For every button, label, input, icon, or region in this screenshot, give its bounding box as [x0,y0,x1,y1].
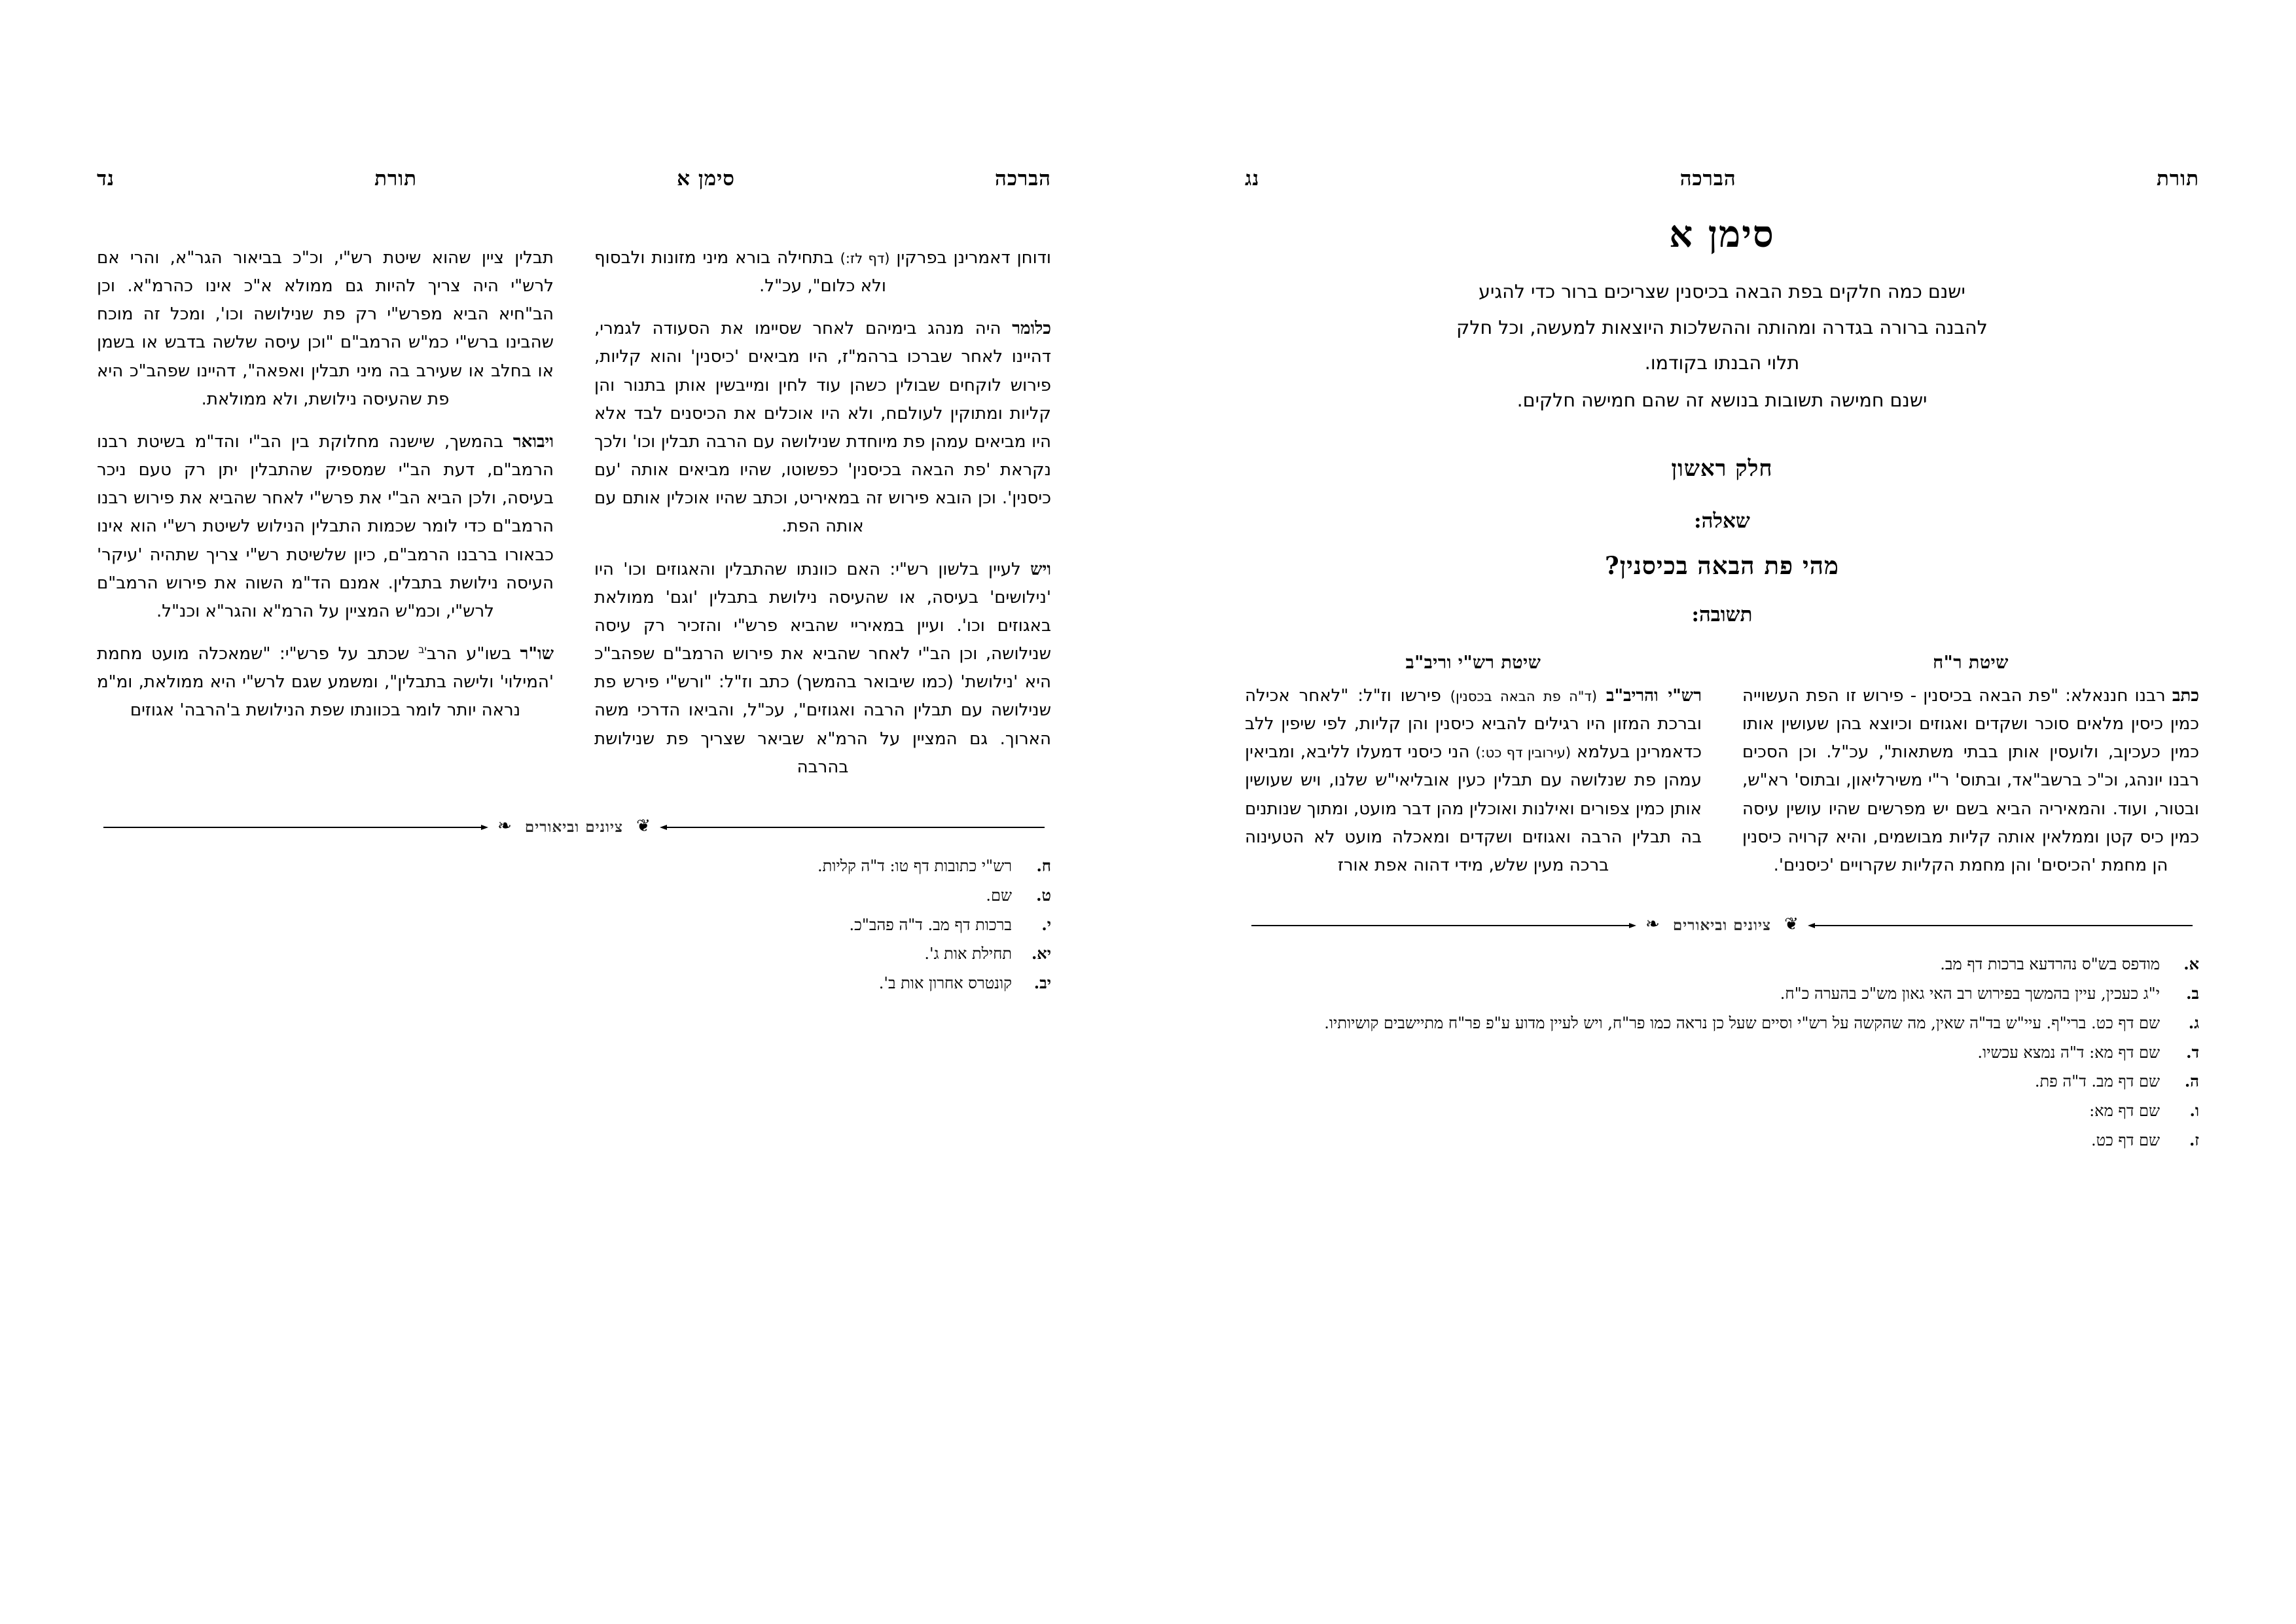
paragraph-klomar [594,315,1051,541]
page-right-content [1245,167,2199,1401]
footnote-item [97,854,1051,879]
paragraph-body: רבנו חננאלא: "פת הבאה בכיסנין - פירוש זו הפת העשוייה כמין כיסין מלאים סוכר ושקדים ואגוזים וכיוצא בהן שעושין אותו כמין כעכיןב, ולועסין אותן בבתי משתאות", עכ"ל. וכן הסכים רבנו יונהג, וכ"כ ברשב"אד, ובתוס' ר"י משירליאון, ובתוס' רא"ש, ובטור, ועוד. והמאיריה הביא בשם יש מפרשים שהיו עושין עיסה כמין כיס קטן וממלאין אותה קליות מבושמים, והיא קרויה כיסנין הן מחמת 'הכיסים' והן מחמת הקליות שקרויים 'כיסנים'. [1742,685,2199,875]
paragraph-shitat-rashi-riva [1245,682,1702,880]
paragraph-body: בהמשך, שישנה מחלוקת בין הב"י והד"מ בשיטת רבנו הרמב"ם, דעת הב"י שמספיק שהתבלין יתן רק טעם ניכר בעיסה, ולכן הביא הב"י את פרש"י לאחר שהביא את פירוש רבנו הרמב"ם כדי לומר שכמות התבלין הנילוש לשיטת רש"י הוא אינו כבאורו ברבנו הרמב"ם, כיון שלשיטת רש"י צריך שתהיה 'עיקר' העיסה נילושת בתבלין. אמנם הד"מ השוה את פירוש הרמב"ם לרש"י, וכמ"ש המציין על הרמ"א והגר"א וכנ"ל. [97,431,554,621]
footnote-marker: יב. [1033,973,1051,993]
paragraph-body: לעיין בלשון רש"י: האם כוונתו שהתבלין והאגוזים וכו' היו 'נילושים' בעיסה, או שהעיסה נילושת בתבלין 'וגם' ממולאת באגוזים וכו'. ועיין במאיריי שהביא פרש"י והזכיר רק עיסה שנילושה, וכן הב"י לאחר שהביא את פירוש הרמב"ם שפהב"כ היא 'נילושת' (כמו שיבואר בהמשך) כתב וז"ל: "ורש"י פירש פת שנילושה עם תבלין הרבה ואגוזים", עכ"ל, והביאו הדרכי משה הארוך. גם המציין על הרמ"א שביאר שצריך פת שנילושת בהרבה [594,559,1051,777]
footnote-marker: יא. [1031,944,1051,964]
body-columns-left-page [97,244,1051,796]
paragraph-body: בשו"ע הרב [426,644,520,664]
paragraph-lead-word: שו"ר [520,644,554,664]
footnote-text: שם דף מא: ד"ה נמצא עכשיו. [1977,1043,2160,1062]
talmud-reference: (ד"ה פת הבאה בכסנין) [1450,688,1598,704]
footnote-marker: י. [1041,914,1051,934]
intro-line-1: ישנם כמה חלקים בפת הבאה בכיסנין שצריכים ברור כדי להגיע [1479,281,1965,302]
page-left-content [97,167,1051,1401]
body-columns-right-page [1245,653,2199,894]
footnote-text: מודפס בש"ס נהרדעא ברכות דף מב. [1940,954,2160,973]
talmud-reference: (דף לז:) [840,251,890,266]
footnote-item [1245,1098,2199,1124]
footnote-text: רש"י כתובות דף טו: ד"ה קליות. [817,856,1012,875]
intro-line-4: ישנם חמישה תשובות בנושא זה שהם חמישה חלקים. [1516,389,1928,412]
paragraph-continuation [594,244,1051,300]
page-right [1148,0,2296,1624]
footnote-item [97,883,1051,909]
paragraph-lead-word: ויבואר [512,431,554,452]
footnote-separator-right-page [1245,911,2199,940]
footnote-item [1245,1040,2199,1066]
footnote-reference-mark: יב [418,643,427,656]
paragraph-lead-word: כלומר [1012,319,1051,339]
paragraph-shitat-rach [1742,682,2199,880]
running-head-folio: נג [1245,167,1260,190]
separator-rule-left [660,824,1051,831]
footnote-marker: ו. [2189,1101,2199,1121]
column-heading-shitat-rashi-riva: שיטת רש"י וריב"ב [1405,652,1541,673]
paragraph-body: היה מנהג בימיהם לאחר שסיימו את הסעודה לגמרי, דהיינו לאחר שברכו ברהמ"ז, היו מביאים 'כיסנין' והוא קליות, פירוש לוקחים שבולין כשהן עוד לחין ומייבשין אותן בתנור והן קליות ומתוקין לעולםח, ולא היו אוכלים את הכיסנים לבד אלא היו מביאים עמהן פת מיוחדת שנילושה עם הרבה תבלין וכו' ולכך נקראת 'פת הבאה בכיסנין' כפשוטו, שהיו מביאים אותה 'עם כיסנין'. וכן הובא פירוש זה במאיריט, וכתב שהיו אוכלין אותם עם אותה הפת. [594,319,1051,537]
talmud-reference-2: (עירובין דף כט:) [1475,745,1571,761]
question-text: מהי פת הבאה בכיסנין? [1605,550,1839,580]
column-heading-shitat-rach: שיטת ר"ח [1933,652,2009,673]
paragraph-body: תבלין ציין שהוא שיטת רש"י, וכ"כ בביאור הגר"א, והרי אם לרש"י היה צריך להיות גם ממולא א"כ אינו כהרמ"א. וכן הב"חיא הביא מפרש"י רק פת שנילושה וכו', ומכל זה מוכח שהבינו ברש"י כמ"ש הרמב"ם "וכן עיסה שלשה בדבש או בשמן או בחלב או שעירב בה מיני תבלין ואפאה", דהיינו שפהב"כ היא פת שהעיסה נילושת, ולא ממולאת. [97,248,554,409]
footnote-separator-left-page [97,813,1051,842]
column-left [97,244,554,796]
running-head-section: הברכה [1679,167,1736,190]
running-head-folio: נד [97,167,115,190]
separator-rule-right [1245,922,1636,929]
paragraph-lead-word: ויש [1030,559,1051,579]
running-head-book-title: תורת [2157,167,2199,190]
footnote-marker: ז. [2189,1130,2199,1150]
footnote-item [97,941,1051,967]
running-head-book-title: הברכה [995,167,1051,190]
footnote-text: י"ג כעכין, עיין בהמשך בפירוש רב האי גאון מש"כ בהערה כ"ח. [1780,984,2160,1003]
footnote-text: שם. [986,886,1012,905]
footnote-item [97,912,1051,938]
intro-line-2: להבנה ברורה בגדרה ומהותה וההשלכות היוצאות למעשה, וכל חלק [1456,316,1988,338]
footnote-item [1245,981,2199,1007]
footnote-item [1245,1011,2199,1036]
footnote-text: שם דף כט. ברי"ף. עיי"ש בד"ה שאין, מה שהקשה על רש"י וסיים שעל כן נראה כמו פר"ח, ויש לעיין מדוע ע"פ פר"ח מתיישבים קושיותיו. [1324,1013,2160,1032]
flourish-ornament-icon: ❦ [636,816,651,836]
paragraph-body-2: הני כיסני דמעלו לליבא, ומביאין עמהן פת שנלושה עם תבלין כעין אובליאי"ש שלנו, ויש שעושין אותן כמין צפורים ואילנות ואוכלין מהן דבר מועט, ומתוך שנותנים בה תבלין הרבה ואגוזים ושקדים ומאכלה מועט לא הטעינוה ברכה מעין שלש, מידי דהוה אפת אורז [1245,742,1702,875]
paragraph-lead-word: כתב [2172,685,2199,706]
running-head-right [1245,167,2199,213]
paragraph-body-2: בתחילה בורא מיני מזונות ולבסוף ולא כלום", עכ"ל. [594,248,886,297]
paragraph-viyevoar [97,428,554,626]
footnote-section-label: ציונים וביאורים [524,818,624,837]
siman-title: סימן א [1669,213,1775,256]
answer-label: תשובה: [1691,602,1753,626]
footnote-marker: ב. [2186,983,2199,1003]
footnote-text: שם דף מב. ד"ה פת. [2034,1072,2160,1091]
part-heading: חלק ראשון [1671,455,1773,482]
footnote-item [97,971,1051,996]
footnote-item [1245,952,2199,977]
footnote-text: ברכות דף מב. ד"ה פהב"כ. [849,915,1012,934]
question-label: שאלה: [1694,509,1750,533]
paragraph-shur [97,640,554,725]
footnote-marker: א. [2183,954,2199,973]
separator-rule-right [97,824,488,831]
footnote-marker: ג. [2188,1013,2199,1032]
intro-line-3: תלוי הבנתו בקודמו. [1644,352,1800,374]
separator-rule-left [1808,922,2199,929]
running-head-left [97,167,1051,213]
footnote-text: תחילת אות ג'. [924,945,1012,964]
paragraph-body: ודוחן דאמרינן בפרקין [889,248,1052,268]
footnote-marker: ה. [2184,1072,2199,1091]
footnote-text: קונטרס אחרון אות ב'. [878,974,1012,993]
siman-intro [1276,274,2168,419]
paragraph-continuation [97,244,554,414]
footnote-text: שם דף כט. [2090,1131,2160,1150]
paragraph-body-2: שכתב על פרש"י: "שמאכלה מועט מחמת 'המילוי' ולישה בתבלין", ומשמע שגם לרש"י היא ממולאת, ומ"מ נראה יותר לומר בכוונתו שפת הנילושת ב'הרבה' אגוזים [97,644,554,721]
flourish-ornament-icon: ❦ [1784,914,1799,934]
running-head-section: סימן א [677,167,735,190]
paragraph-veyesh [594,556,1051,782]
column-shitat-rashi-riva [1245,653,1702,894]
footnote-marker: ד. [2186,1042,2199,1062]
footnote-section-label: ציונים וביאורים [1672,916,1772,935]
footnotes-right-page [1245,952,2199,1153]
paragraph-body: פירשו וז"ל: "לאחר אכילה וברכת המזון היו רגילים להביא כיסנין והן קליות, לפי שיפין ללב כדאמרינן בעלמא [1245,685,1702,763]
flourish-ornament-icon: ❧ [1645,914,1660,934]
footnotes-left-page [97,854,1051,996]
footnote-marker: ח. [1036,856,1051,875]
footnote-text: שם דף מא: [2089,1102,2160,1121]
footnote-item [1245,1069,2199,1094]
running-head-work-name: תורת [374,167,418,190]
footnote-marker: ט. [1036,885,1051,905]
footnote-item [1245,1128,2199,1153]
flourish-ornament-icon: ❧ [497,816,512,836]
paragraph-lead-word: רש"י והריב"ב [1605,685,1702,706]
column-shitat-rach [1742,653,2199,894]
column-right [594,244,1051,796]
